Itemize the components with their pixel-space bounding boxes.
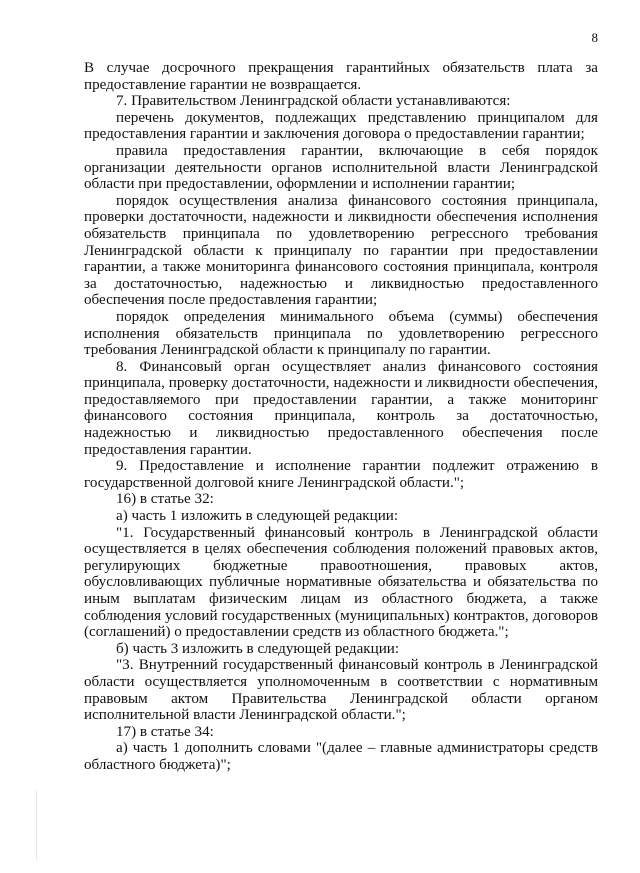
- paragraph-12: б) часть 3 изложить в следующей редакции:: [116, 640, 400, 657]
- margin-mark: [36, 790, 37, 860]
- paragraph-10: а) часть 1 изложить в следующей редакции:: [116, 508, 399, 525]
- page-number: 8: [591, 30, 598, 45]
- paragraph-8: 9. Предоставление и исполнение гарантии подлежит отражению в государственной долговой книге Ленинградской области.";: [84, 458, 598, 491]
- paragraph-1: В случае досрочного прекращения гарантийных обязательств плата за предоставление гарантии не возвращается.: [84, 60, 598, 93]
- paragraph-11: "1. Государственный финансовый контроль в Ленинградской области осуществляется в целях обеспечения соблюдения положений правовых актов, регулирующих бюджетные правоотношения, правовых актов, обусловливающих публичные нормативные обязательства и обязательства по иным выплатам физическим лицам из областного бюджета, а также соблюдения условий государственных (муниципальных) контрактов, договоров (соглашений) о предоставлении средств из областного бюджета.";: [84, 524, 598, 641]
- paragraph-6: порядок определения минимального объема (суммы) обеспечения исполнения обязательств принципала по удовлетворению регрессного требования Ленинградской области к принципалу по гарантии.: [84, 308, 598, 359]
- paragraph-4: правила предоставления гарантии, включающие в себя порядок организации деятельности органов исполнительной власти Ленинградской области при предоставлении, оформлении и исполнении гарантии;: [84, 142, 598, 193]
- paragraph-14: 17) в статье 34:: [116, 723, 214, 740]
- paragraph-3: перечень документов, подлежащих представлению принципалом для предоставления гарантии и заключения договора о предоставлении гарантии;: [84, 109, 598, 143]
- paragraph-15: а) часть 1 дополнить словами "(далее – главные администраторы средств областного бюджета)";: [84, 740, 598, 773]
- paragraph-5: порядок осуществления анализа финансового состояния принципала, проверки достаточности, надежности и ликвидности обеспечения исполнения обязательств принципала по удовлетворению регрессного требования Ленинградской области к принципалу по гарантии при предоставлении гарантии, а также мониторинга финансового состояния принципала, контроля за достаточностью, надежностью и ликвидностью предоставленного обеспечения после предоставления гарантии;: [84, 192, 598, 309]
- paragraph-9: 16) в статье 32:: [116, 491, 214, 508]
- document-body: [84, 60, 598, 774]
- paragraph-2: 7. Правительством Ленинградской области устанавливаются:: [116, 93, 511, 110]
- paragraph-7: 8. Финансовый орган осуществляет анализ финансового состояния принципала, проверку достаточности, надежности и ликвидности обеспечения, предоставляемого при предоставлении гарантии, а также мониторинг финансового состояния принципала, контроль за достаточностью, надежностью и ликвидностью предоставленного обеспечения после предоставления гарантии.: [84, 358, 598, 458]
- paragraph-13: "3. Внутренний государственный финансовый контроль в Ленинградской области осуществляется уполномоченным в соответствии с нормативным правовым актом Правительства Ленинградской области органом исполнительной власти Ленинградской области.";: [84, 657, 598, 724]
